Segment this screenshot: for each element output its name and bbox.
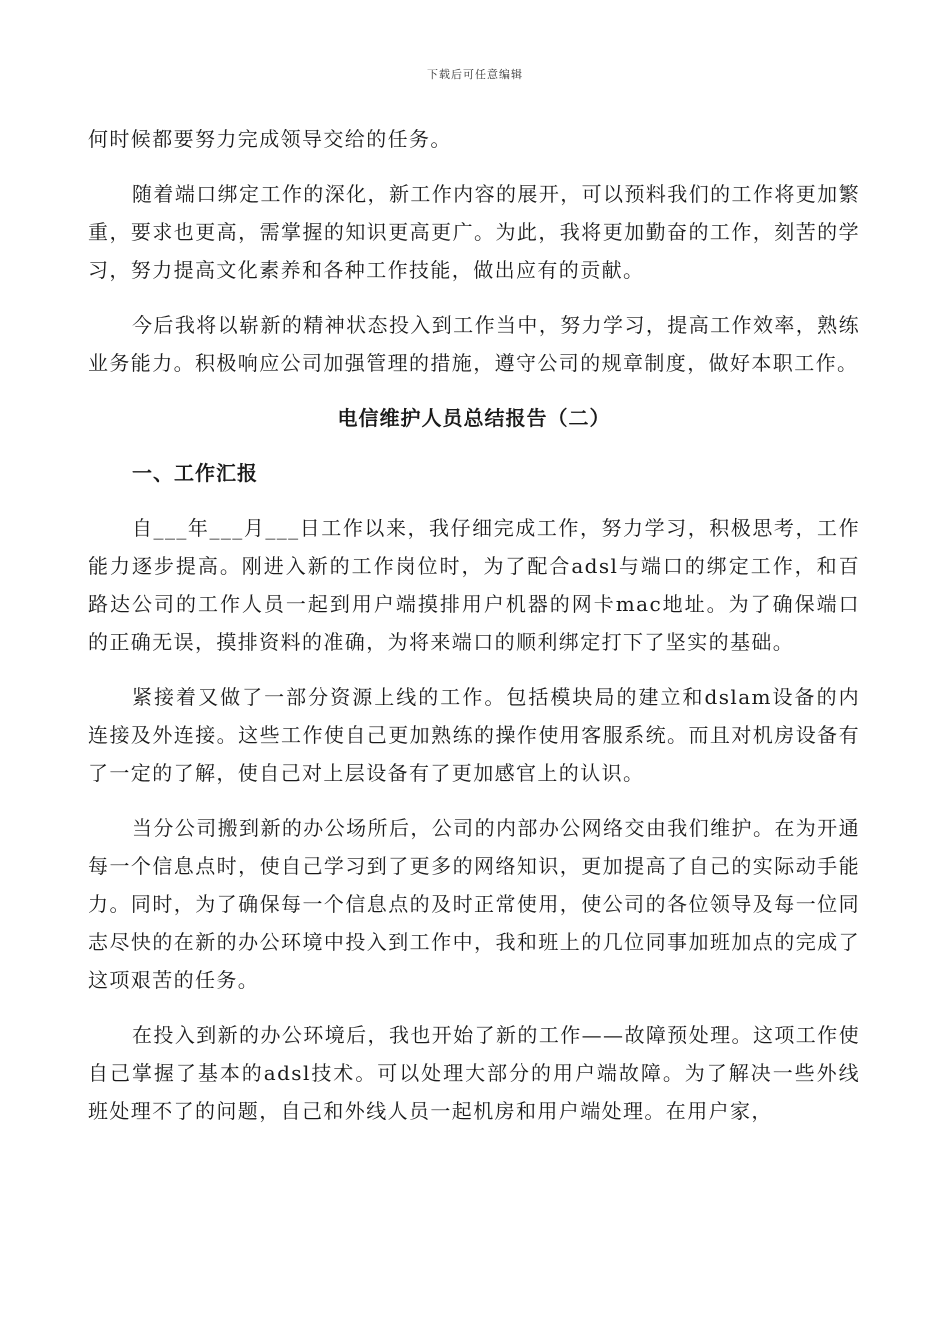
paragraph: 当分公司搬到新的办公场所后，公司的内部办公网络交由我们维护。在为开通每一个信息点时，使自己学习到了更多的网络知识，更加提高了自己的实际动手能力。同时，为了确保每一个信息点的及时正常使用，使公司的各位领导及每一位同志尽快的在新的办公环境中投入到工作中，我和班上的几位同事加班加点的完成了这项艰苦的任务。 <box>88 816 860 992</box>
paragraph: 在投入到新的办公环境后，我也开始了新的工作——故障预处理。这项工作使自己掌握了基本的adsl技术。可以处理大部分的用户端故障。为了解决一些外线班处理不了的问题，自己和外线人员一起机房和用户端处理。在用户家， <box>88 1023 860 1123</box>
section-heading: 一、工作汇报 <box>132 461 258 485</box>
page-header: 下载后可任意编辑 <box>427 68 523 81</box>
paragraph: 随着端口绑定工作的深化，新工作内容的展开，可以预料我们的工作将更加繁重，要求也更高，需掌握的知识更高更广。为此，我将更加勤奋的工作，刻苦的学习，努力提高文化素养和各种工作技能，做出应有的贡献。 <box>88 182 860 282</box>
report-title: 电信维护人员总结报告（二） <box>337 406 611 430</box>
paragraph: 今后我将以崭新的精神状态投入到工作当中，努力学习，提高工作效率，熟练业务能力。积极响应公司加强管理的措施，遵守公司的规章制度，做好本职工作。 <box>88 313 860 375</box>
paragraph: 紧接着又做了一部分资源上线的工作。包括模块局的建立和dslam设备的内连接及外连接。这些工作使自己更加熟练的操作使用客服系统。而且对机房设备有了一定的了解，使自己对上层设备有了更加感官上的认识。 <box>88 685 860 785</box>
document-body <box>88 120 860 1130</box>
paragraph: 自___年___月___日工作以来，我仔细完成工作，努力学习，积极思考，工作能力逐步提高。刚进入新的工作岗位时，为了配合adsl与端口的绑定工作，和百路达公司的工作人员一起到用户端摸排用户机器的网卡mac地址。为了确保端口的正确无误，摸排资料的准确，为将来端口的顺利绑定打下了坚实的基础。 <box>88 516 860 654</box>
paragraph-continuation: 何时候都要努力完成领导交给的任务。 <box>88 127 452 151</box>
